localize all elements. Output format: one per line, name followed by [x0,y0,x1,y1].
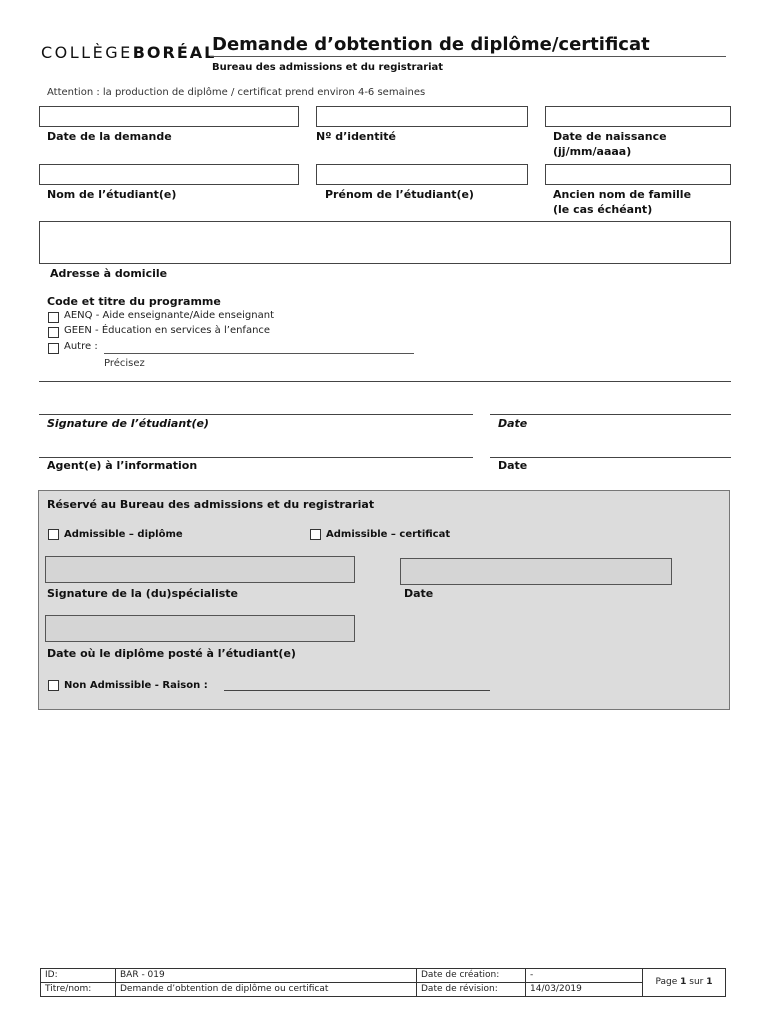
title-underline [210,56,726,57]
footer-creation-value: - [526,969,643,983]
college-logo [41,43,216,62]
signature-etudiant-line[interactable] [39,414,473,415]
date2-label: Date [498,459,528,472]
nom-field[interactable] [39,164,299,185]
ancien-nom-note: (le cas échéant) [553,203,653,216]
no-identite-field[interactable] [316,106,528,127]
signature-specialiste-label: Signature de la (du)spécialiste [47,587,238,600]
checkbox-admissible-certificat[interactable] [310,529,321,540]
footer-creation-label: Date de création: [417,969,526,983]
no-identite-label: Nº d’identité [316,130,396,143]
page-word: Page [655,977,678,987]
option-geen-label: GEEN - Éducation en services à l’enfance [64,325,271,336]
ancien-nom-field[interactable] [545,164,731,185]
ancien-nom-label: Ancien nom de famille [553,188,692,201]
option-autre-label: Autre : [64,341,98,352]
programme-title: Code et titre du programme [47,295,221,308]
checkbox-geen[interactable] [48,327,59,338]
checkbox-non-admissible[interactable] [48,680,59,691]
date-naissance-format: (jj/mm/aaaa) [553,145,632,158]
admissible-certificat-label: Admissible – certificat [326,529,451,540]
date-naissance-field[interactable] [545,106,731,127]
footer-revision-label: Date de révision: [417,983,526,997]
checkbox-autre[interactable] [48,343,59,354]
page-sur: sur [689,977,704,987]
option-aenq-label: AENQ - Aide enseignante/Aide enseignant [64,310,274,321]
adresse-field[interactable] [39,221,731,264]
form-title: Demande d’obtention de diplôme/certificat [212,34,650,55]
logo-text-boreal: BORÉAL [132,43,217,62]
autre-input-line[interactable] [104,353,414,354]
logo-text-college: COLLÈGE [41,43,133,62]
date-demande-label: Date de la demande [47,130,172,143]
signature-etudiant-label: Signature de l’étudiant(e) [47,417,209,430]
reserved-title: Réservé au Bureau des admissions et du registrariat [47,498,375,511]
footer-id-label: ID: [41,969,116,983]
checkbox-aenq[interactable] [48,312,59,323]
form-subtitle: Bureau des admissions et du registrariat [212,62,444,73]
adresse-label: Adresse à domicile [50,267,168,280]
admissible-diplome-label: Admissible – diplôme [64,529,183,540]
precisez-label: Précisez [104,358,145,369]
prenom-field[interactable] [316,164,528,185]
date1-label: Date [498,417,528,430]
footer-revision-value: 14/03/2019 [526,983,643,997]
processing-notice: Attention : la production de diplôme / certificat prend environ 4-6 semaines [47,87,426,98]
document-footer [40,968,726,997]
signature-specialiste-field[interactable] [45,556,355,583]
date-naissance-label: Date de naissance [553,130,667,143]
date-demande-field[interactable] [39,106,299,127]
agent-label: Agent(e) à l’information [47,459,198,472]
prenom-label: Prénom de l’étudiant(e) [325,188,474,201]
section-divider [39,381,731,382]
date-poste-field[interactable] [45,615,355,642]
reserved-date-label: Date [404,587,434,600]
nom-label: Nom de l’étudiant(e) [47,188,177,201]
checkbox-admissible-diplome[interactable] [48,529,59,540]
raison-input-line[interactable] [224,690,490,691]
date-poste-label: Date où le diplôme posté à l’étudiant(e) [47,647,296,660]
page-total: 1 [706,977,713,987]
footer-page-indicator [643,969,726,997]
page-number: 1 [680,977,687,987]
footer-titre-label: Titre/nom: [41,983,116,997]
date1-line[interactable] [490,414,731,415]
footer-id-value: BAR - 019 [116,969,417,983]
reserved-date-field[interactable] [400,558,672,585]
non-admissible-label: Non Admissible - Raison : [64,680,208,691]
footer-titre-value: Demande d’obtention de diplôme ou certificat [116,983,417,997]
